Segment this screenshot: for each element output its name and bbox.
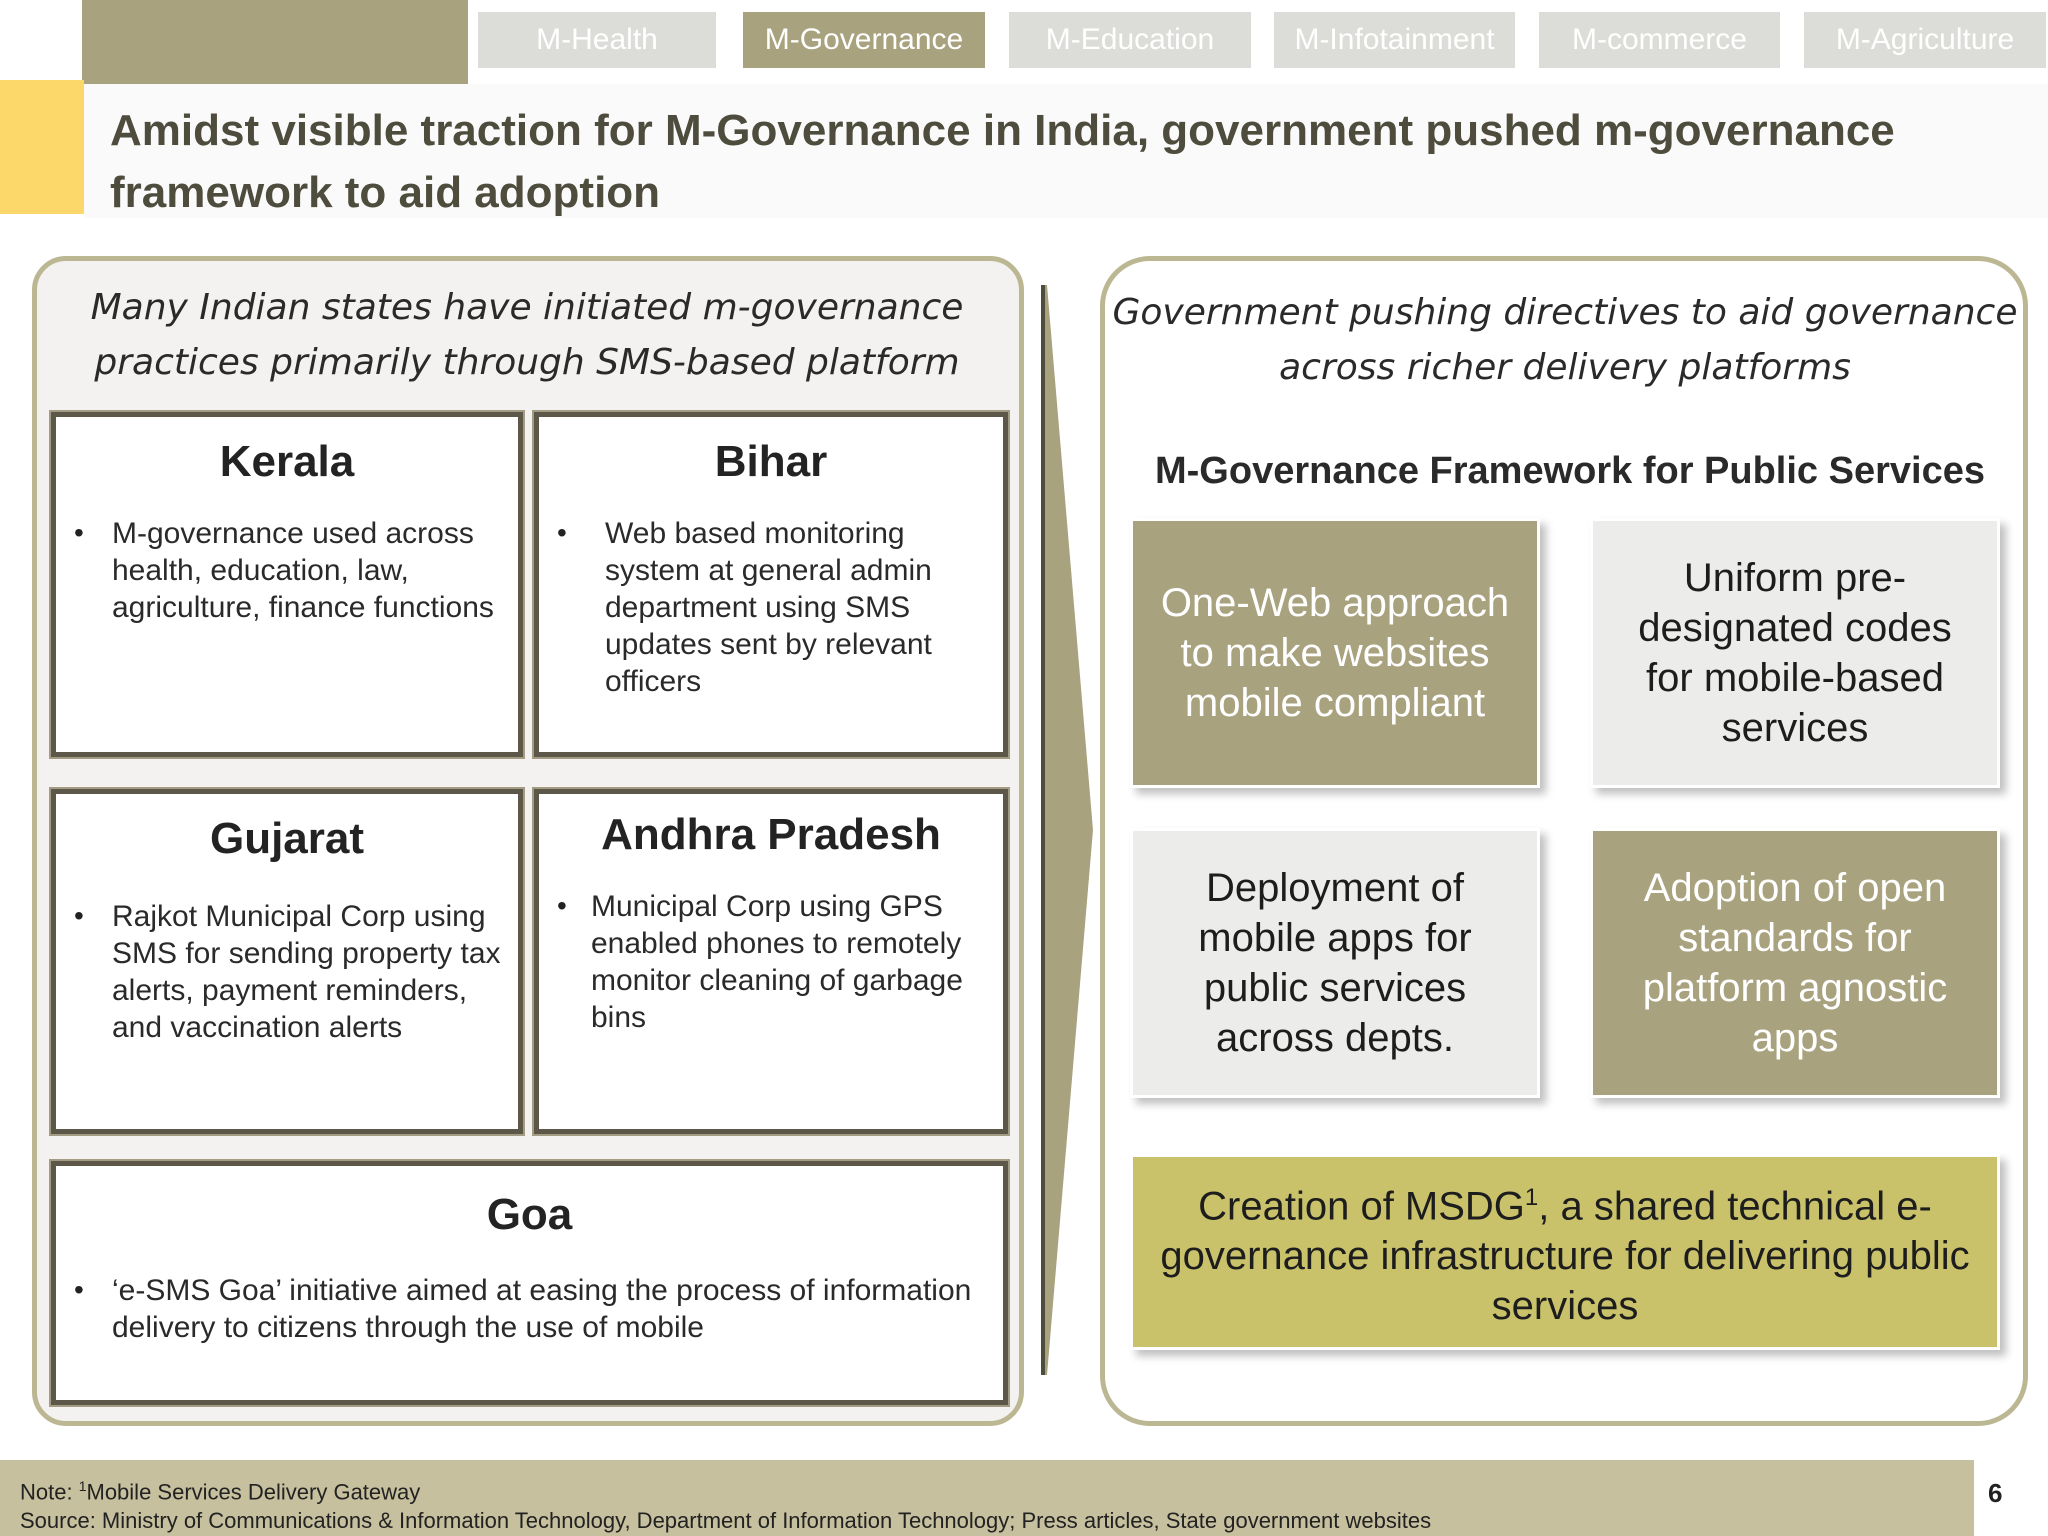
state-card-gujarat xyxy=(51,789,523,1134)
state-card-bihar xyxy=(534,412,1008,757)
tab-m-education[interactable]: M-Education xyxy=(1009,12,1251,68)
footnote-marker: 1 xyxy=(78,1478,87,1494)
header-block xyxy=(82,0,468,84)
framework-box-one-web: One-Web approach to make websites mobile compliant xyxy=(1130,518,1540,788)
state-name: Gujarat xyxy=(209,814,365,863)
bullet: • xyxy=(74,517,84,548)
framework-title: M-Governance Framework for Public Services xyxy=(1155,450,1985,492)
bullet: • xyxy=(74,1274,84,1305)
tab-m-infotainment[interactable]: M-Infotainment xyxy=(1274,12,1515,68)
bullet: • xyxy=(74,900,84,931)
framework-panel-heading: Government pushing directives to aid governance across richer delivery platforms xyxy=(1112,292,2018,388)
page-number: 6 xyxy=(1988,1478,2003,1508)
framework-box-uniform-codes: Uniform pre-designated codes for mobile-based services xyxy=(1590,518,2000,788)
state-description: Web based monitoring system at general admin department using SMS updates sent by relevant officers xyxy=(605,517,932,698)
framework-box-mobile-apps: Deployment of mobile apps for public services across depts. xyxy=(1130,828,1540,1098)
msdg-text-after: , a shared technical e-governance infrastructure for delivering public services xyxy=(1160,1184,1970,1329)
source-note: Source: Ministry of Communications & Information Technology, Department of Information Technology; Press articles, State government websites xyxy=(20,1508,1432,1533)
state-description: ‘e-SMS Goa’ initiative aimed at easing the process of information delivery to citizens through the use of mobile xyxy=(112,1274,972,1344)
states-panel-heading: Many Indian states have initiated m-governance practices primarily through SMS-based platform xyxy=(90,287,964,383)
msdg-footnote-marker: 1 xyxy=(1524,1183,1539,1211)
msdg-text-before: Creation of MSDG xyxy=(1198,1184,1525,1229)
bullet: • xyxy=(557,517,567,548)
bullet: • xyxy=(557,890,567,921)
state-card-andhra-pradesh xyxy=(534,789,1008,1134)
msdg-text xyxy=(1153,1173,1977,1331)
state-name: Kerala xyxy=(219,437,355,486)
state-description: Municipal Corp using GPS enabled phones to remotely monitor cleaning of garbage bins xyxy=(591,890,963,1034)
footnote-prefix: Note: xyxy=(20,1479,79,1505)
tab-m-agriculture[interactable]: M-Agriculture xyxy=(1804,12,2046,68)
footnote xyxy=(20,1478,420,1505)
state-name: Bihar xyxy=(714,437,828,486)
state-description: Rajkot Municipal Corp using SMS for sending property tax alerts, payment reminders, and vaccination alerts xyxy=(112,900,501,1044)
title-accent-bar xyxy=(0,80,84,214)
state-card-goa xyxy=(51,1161,1008,1405)
tab-m-commerce[interactable]: M-commerce xyxy=(1539,12,1780,68)
state-name: Goa xyxy=(486,1190,573,1239)
framework-box-open-standards: Adoption of open standards for platform agnostic apps xyxy=(1590,828,2000,1098)
framework-box-msdg xyxy=(1130,1154,2000,1350)
state-name: Andhra Pradesh xyxy=(601,810,941,859)
tab-m-health[interactable]: M-Health xyxy=(478,12,716,68)
footnote-text: Mobile Services Delivery Gateway xyxy=(86,1479,421,1505)
chevron-arrow-icon xyxy=(1035,285,1095,1375)
tab-m-governance[interactable]: M-Governance xyxy=(743,12,985,68)
state-card-kerala xyxy=(51,412,523,757)
page-title: Amidst visible traction for M-Governance in India, government pushed m-governance framework to aid adoption xyxy=(110,106,1895,217)
state-description: M-governance used across health, education, law, agriculture, finance functions xyxy=(112,517,494,624)
